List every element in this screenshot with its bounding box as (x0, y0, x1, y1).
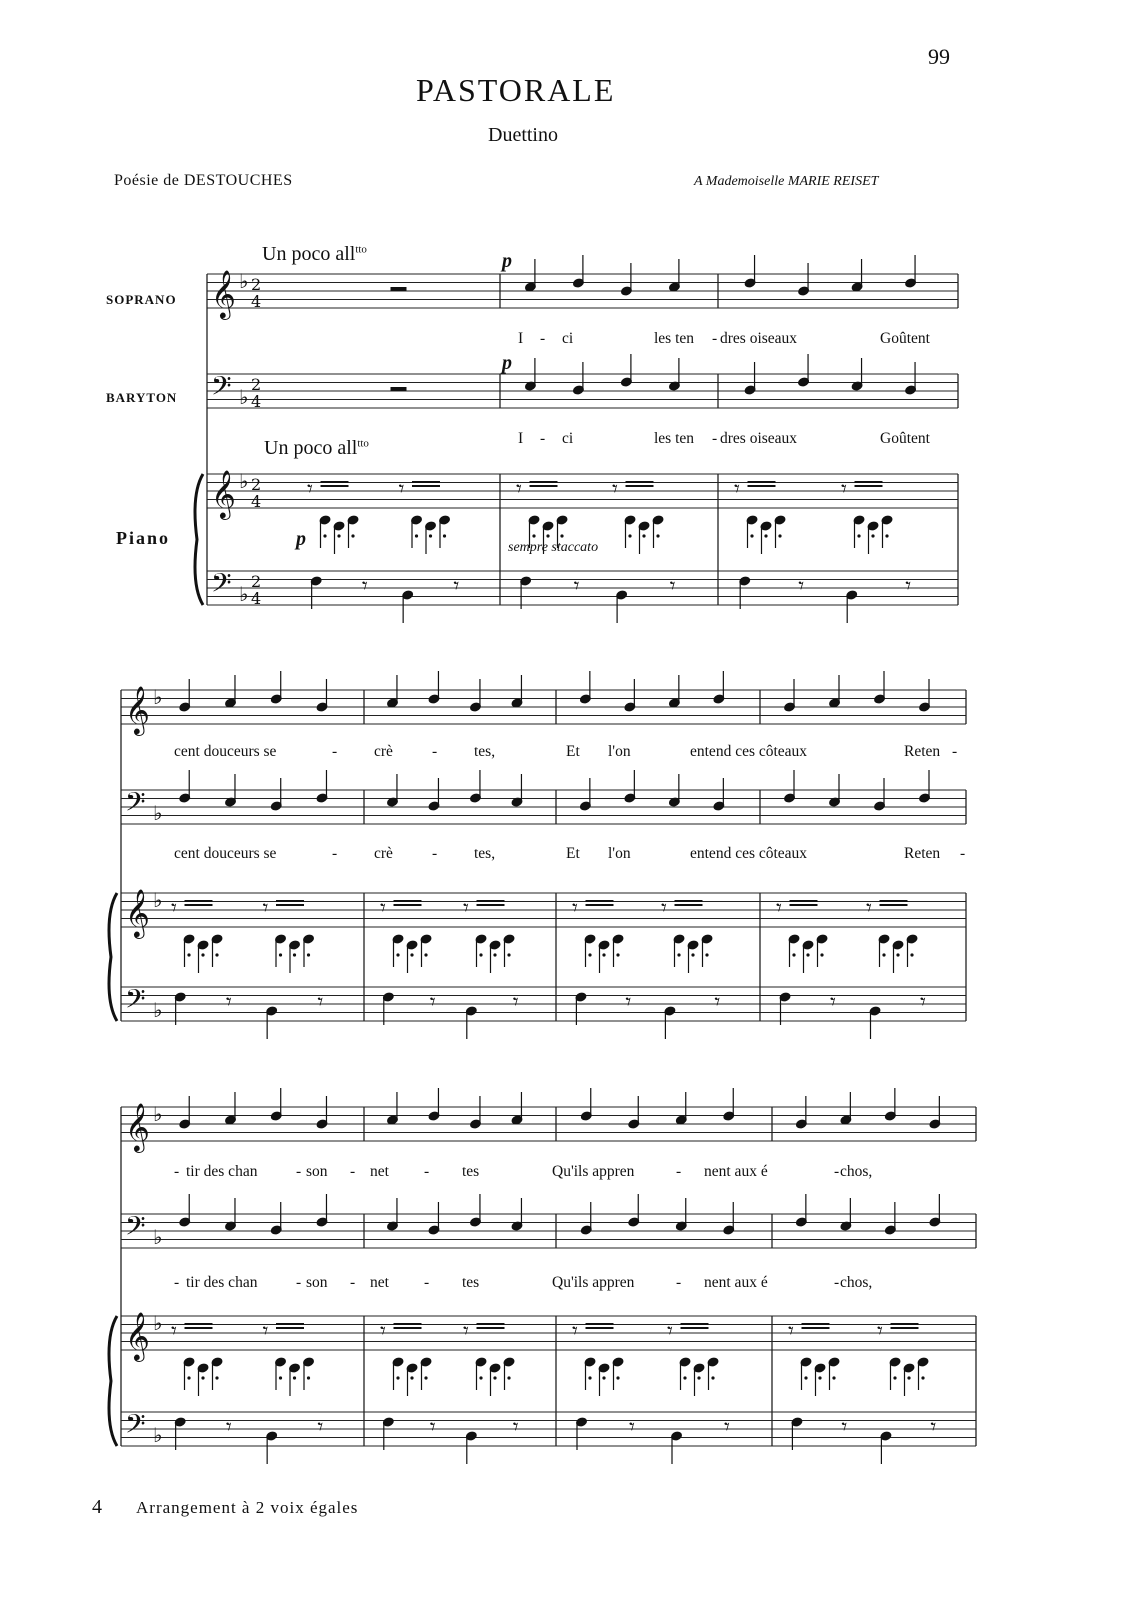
lyric-s1-bar: les ten (654, 430, 695, 447)
dynamic-piano: p (296, 528, 306, 550)
bass-clef: 𝄢 (125, 786, 146, 824)
eighth-rest: 𝄾 (317, 990, 324, 1015)
lyric-s3-bar: tir des chan (186, 1274, 258, 1291)
lyric-s2-sop: - (432, 743, 438, 760)
staccato-dot (750, 534, 753, 537)
lyric-s3-bar: nent aux é (704, 1274, 768, 1291)
part-label-piano: Piano (116, 528, 171, 548)
staccato-dot (351, 534, 354, 537)
eighth-rest: 𝄾 (225, 990, 232, 1015)
tempo-marking-vocal: Un poco all$^{tto}$ (262, 243, 367, 265)
lyric-s3-sop: chos, (840, 1163, 873, 1180)
staccato-dot (410, 953, 413, 956)
staccato-dot (691, 953, 694, 956)
treble-clef: 𝄞 (125, 685, 150, 734)
lyric-s3-bar: - (676, 1274, 682, 1291)
dynamic-baryton: p (502, 352, 512, 374)
eighth-rest: 𝄾 (669, 574, 676, 599)
eighth-rest: 𝄾 (661, 896, 667, 921)
poet-credit: Poésie de DESTOUCHES (114, 172, 293, 189)
flat-sign: ♭ (153, 1102, 163, 1126)
lyric-s1-bar: - (712, 430, 718, 447)
staccato-dot (705, 953, 708, 956)
treble-clef: 𝄞 (125, 1311, 150, 1360)
eighth-rest: 𝄾 (734, 477, 740, 502)
staccato-dot (429, 534, 432, 537)
time-sig-denominator: 4 (251, 492, 262, 511)
flat-sign: ♭ (239, 385, 249, 409)
staccato-dot (187, 953, 190, 956)
staccato-dot (443, 534, 446, 537)
lyric-s3-sop: - (676, 1163, 682, 1180)
lyric-s3-sop: - (174, 1163, 180, 1180)
whole-rest (391, 387, 407, 391)
footer-note: Arrangement à 2 voix égales (136, 1498, 359, 1517)
eighth-rest: 𝄾 (512, 990, 519, 1015)
eighth-rest: 𝄾 (317, 1415, 324, 1440)
staccato-dot (293, 1376, 296, 1379)
lyric-s1-bar: - (540, 430, 546, 447)
lyric-s3-bar: tes (462, 1274, 480, 1291)
bass-clef: 𝄢 (125, 1210, 146, 1248)
time-sig-numerator: 2 (251, 275, 262, 294)
eighth-rest: 𝄾 (905, 574, 912, 599)
eighth-rest: 𝄾 (841, 477, 847, 502)
lyric-s3-bar: chos, (840, 1274, 873, 1291)
lyric-s3-bar: - (296, 1274, 302, 1291)
flat-sign: ♭ (239, 469, 249, 493)
lyric-s3-sop: tes (462, 1163, 480, 1180)
lyric-s3-bar: - (834, 1274, 840, 1291)
lyric-s1-sop: Goûtent (880, 330, 930, 347)
staccato-dot (424, 953, 427, 956)
lyric-s2-sop: tes, (474, 743, 496, 760)
staccato-dot (642, 534, 645, 537)
staccato-dot (493, 1376, 496, 1379)
staccato-dot (697, 1376, 700, 1379)
lyric-s2-bar: - (960, 845, 966, 862)
piano-brace (195, 474, 203, 605)
eighth-rest: 𝄾 (171, 896, 177, 921)
eighth-rest: 𝄾 (463, 896, 469, 921)
eighth-rest: 𝄾 (920, 990, 926, 1015)
staccato-dot (479, 953, 482, 956)
lyric-s3-bar: - (174, 1274, 180, 1291)
bass-clef: 𝄢 (125, 983, 146, 1021)
lyric-s2-bar: - (332, 845, 338, 862)
eighth-rest: 𝄾 (776, 896, 782, 921)
lyric-s2-sop: crè (374, 743, 393, 760)
tempo-marking-piano: Un poco all$^{tto}$ (264, 437, 369, 459)
staccato-dot (507, 953, 510, 956)
flat-sign: ♭ (153, 801, 163, 825)
lyric-s1-bar: Goûtent (880, 430, 930, 447)
piano-expression: sempre staccato (508, 540, 599, 555)
eighth-rest: 𝄾 (262, 1319, 269, 1344)
lyric-s3-bar: Qu'ils appren (552, 1274, 635, 1291)
flat-sign: ♭ (153, 1225, 163, 1249)
treble-clef: 𝄞 (211, 469, 236, 518)
eighth-rest: 𝄾 (573, 574, 580, 599)
time-sig-numerator: 2 (251, 375, 262, 394)
lyric-s3-bar: net (370, 1274, 389, 1291)
eighth-rest: 𝄾 (667, 1319, 673, 1344)
lyric-s2-bar: Et (566, 845, 580, 862)
eighth-rest: 𝄾 (380, 896, 386, 921)
staccato-dot (882, 953, 885, 956)
staccato-dot (616, 1376, 619, 1379)
staccato-dot (907, 1376, 910, 1379)
eighth-rest: 𝄾 (398, 477, 405, 502)
lyric-s3-sop: - (296, 1163, 302, 1180)
time-sig-numerator: 2 (251, 475, 262, 494)
lyric-s3-sop: Qu'ils appren (552, 1163, 635, 1180)
staccato-dot (279, 1376, 282, 1379)
staccato-dot (215, 953, 218, 956)
lyric-s1-bar: ci (562, 430, 574, 447)
lyric-s2-bar: - (432, 845, 438, 862)
lyric-s2-sop: Reten (904, 743, 941, 760)
staccato-dot (532, 534, 535, 537)
lyric-s2-bar: Reten (904, 845, 941, 862)
bass-clef: 𝄢 (211, 370, 232, 408)
staccato-dot (792, 953, 795, 956)
treble-clef: 𝄞 (211, 269, 236, 318)
lyric-s2-sop: cent douceurs se (174, 743, 277, 760)
flat-sign: ♭ (153, 1423, 163, 1447)
whole-rest (391, 287, 407, 291)
staccato-dot (410, 1376, 413, 1379)
staccato-dot (804, 1376, 807, 1379)
eighth-rest: 𝄾 (380, 1319, 386, 1344)
staccato-dot (201, 1376, 204, 1379)
time-sig-denominator: 4 (251, 392, 262, 411)
eighth-rest: 𝄾 (798, 574, 805, 599)
eighth-rest: 𝄾 (463, 1319, 469, 1344)
lyric-s2-bar: cent douceurs se (174, 845, 277, 862)
lyric-s2-sop: - (952, 743, 958, 760)
staccato-dot (616, 953, 619, 956)
lyric-s3-sop: son (306, 1163, 328, 1180)
page-number: 99 (928, 44, 950, 69)
staccato-dot (187, 1376, 190, 1379)
lyric-s2-bar: crè (374, 845, 393, 862)
staccato-dot (507, 1376, 510, 1379)
staccato-dot (215, 1376, 218, 1379)
staccato-dot (871, 534, 874, 537)
lyric-s1-bar: dres oiseaux (720, 430, 798, 447)
staccato-dot (479, 1376, 482, 1379)
eighth-rest: 𝄾 (625, 990, 632, 1015)
eighth-rest: 𝄾 (171, 1319, 177, 1344)
part-label-baryton: BARYTON (106, 390, 178, 405)
staccato-dot (424, 1376, 427, 1379)
eighth-rest: 𝄾 (307, 477, 313, 502)
staccato-dot (820, 953, 823, 956)
eighth-rest: 𝄾 (262, 896, 269, 921)
staccato-dot (857, 534, 860, 537)
flat-sign: ♭ (153, 888, 163, 912)
dynamic-soprano: p (502, 250, 512, 272)
staccato-dot (711, 1376, 714, 1379)
lyric-s3-bar: - (350, 1274, 356, 1291)
part-label-soprano: SOPRANO (106, 292, 177, 307)
time-sig-denominator: 4 (251, 292, 262, 311)
lyric-s3-bar: son (306, 1274, 328, 1291)
lyric-s3-sop: - (834, 1163, 840, 1180)
flat-sign: ♭ (239, 269, 249, 293)
lyric-s1-bar: I (518, 430, 524, 447)
footer-number: 4 (92, 1496, 102, 1518)
lyric-s3-sop: - (424, 1163, 430, 1180)
eighth-rest: 𝄾 (572, 896, 578, 921)
lyric-s1-sop: - (712, 330, 718, 347)
staccato-dot (893, 1376, 896, 1379)
flat-sign: ♭ (153, 1311, 163, 1335)
eighth-rest: 𝄾 (877, 1319, 883, 1344)
staccato-dot (546, 534, 549, 537)
eighth-rest: 𝄾 (866, 896, 872, 921)
eighth-rest: 𝄾 (225, 1415, 232, 1440)
eighth-rest: 𝄾 (830, 990, 836, 1015)
page-title: PASTORALE (416, 72, 616, 108)
staccato-dot (921, 1376, 924, 1379)
piano-brace (109, 1316, 117, 1446)
lyric-s3-sop: nent aux é (704, 1163, 768, 1180)
staccato-dot (396, 953, 399, 956)
staccato-dot (683, 1376, 686, 1379)
flat-sign: ♭ (153, 685, 163, 709)
staccato-dot (677, 953, 680, 956)
bass-clef: 𝄢 (125, 1408, 146, 1446)
staccato-dot (493, 953, 496, 956)
staccato-dot (778, 534, 781, 537)
staccato-dot (279, 953, 282, 956)
staccato-dot (396, 1376, 399, 1379)
lyric-s3-sop: tir des chan (186, 1163, 258, 1180)
lyric-s1-sop: dres oiseaux (720, 330, 798, 347)
flat-sign: ♭ (153, 998, 163, 1022)
staccato-dot (910, 953, 913, 956)
staccato-dot (307, 953, 310, 956)
time-sig-denominator: 4 (251, 589, 262, 608)
staccato-dot (628, 534, 631, 537)
lyric-s2-bar: l'on (608, 845, 631, 862)
eighth-rest: 𝄾 (724, 1415, 730, 1440)
eighth-rest: 𝄾 (841, 1415, 848, 1440)
lyric-s1-sop: les ten (654, 330, 695, 347)
lyric-s2-sop: entend ces côteaux (690, 743, 808, 760)
time-sig-numerator: 2 (251, 572, 262, 591)
eighth-rest: 𝄾 (516, 477, 522, 502)
lyric-s3-sop: - (350, 1163, 356, 1180)
subtitle: Duettino (488, 124, 558, 146)
treble-clef: 𝄞 (125, 1102, 150, 1151)
eighth-rest: 𝄾 (429, 990, 436, 1015)
lyric-s2-sop: - (332, 743, 338, 760)
flat-sign: ♭ (239, 582, 249, 606)
piano-brace (109, 893, 117, 1021)
staccato-dot (560, 534, 563, 537)
lyric-s2-sop: Et (566, 743, 580, 760)
staccato-dot (415, 534, 418, 537)
staccato-dot (896, 953, 899, 956)
staccato-dot (818, 1376, 821, 1379)
eighth-rest: 𝄾 (788, 1319, 794, 1344)
bass-clef: 𝄢 (211, 567, 232, 605)
eighth-rest: 𝄾 (361, 574, 368, 599)
lyric-s1-sop: I (518, 330, 524, 347)
staccato-dot (885, 534, 888, 537)
eighth-rest: 𝄾 (572, 1319, 578, 1344)
staccato-dot (806, 953, 809, 956)
staccato-dot (602, 1376, 605, 1379)
eighth-rest: 𝄾 (612, 477, 618, 502)
dedication: A Mademoiselle MARIE REISET (694, 174, 879, 189)
eighth-rest: 𝄾 (453, 574, 460, 599)
eighth-rest: 𝄾 (930, 1415, 937, 1440)
staccato-dot (293, 953, 296, 956)
staccato-dot (602, 953, 605, 956)
staccato-dot (323, 534, 326, 537)
staccato-dot (588, 1376, 591, 1379)
staccato-dot (764, 534, 767, 537)
eighth-rest: 𝄾 (629, 1415, 635, 1440)
lyric-s3-sop: net (370, 1163, 389, 1180)
staccato-dot (588, 953, 591, 956)
staccato-dot (656, 534, 659, 537)
staccato-dot (307, 1376, 310, 1379)
treble-clef: 𝄞 (125, 888, 150, 937)
lyric-s1-sop: - (540, 330, 546, 347)
lyric-s2-bar: tes, (474, 845, 496, 862)
lyric-s2-bar: entend ces côteaux (690, 845, 808, 862)
eighth-rest: 𝄾 (512, 1415, 519, 1440)
staccato-dot (832, 1376, 835, 1379)
lyric-s2-sop: l'on (608, 743, 631, 760)
staccato-dot (201, 953, 204, 956)
lyric-s1-sop: ci (562, 330, 574, 347)
staccato-dot (337, 534, 340, 537)
eighth-rest: 𝄾 (429, 1415, 436, 1440)
lyric-s3-bar: - (424, 1274, 430, 1291)
eighth-rest: 𝄾 (714, 990, 721, 1015)
